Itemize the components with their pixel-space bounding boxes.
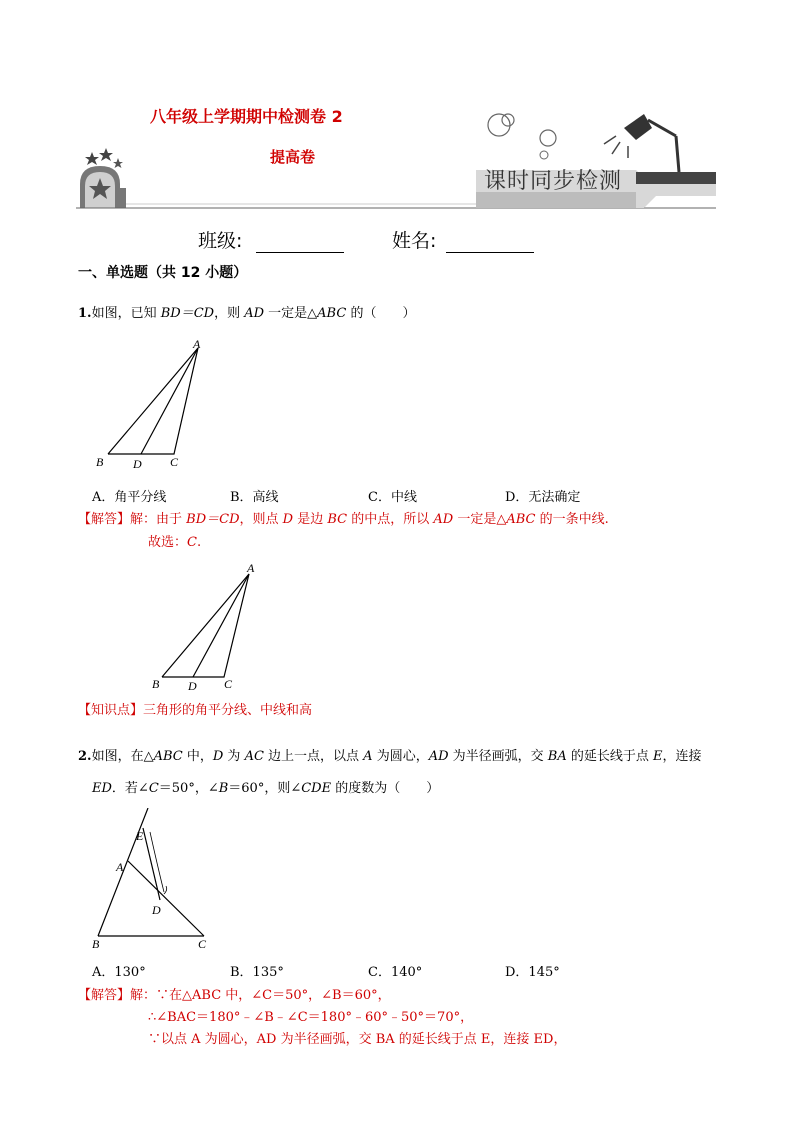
question-1-stem: 1.如图，已知 BD＝CD，则 AD 一定是△ABC 的（ ） <box>78 306 416 321</box>
q2-option-b: B．135° <box>230 965 284 980</box>
section-heading: 一、单选题（共 12 小题） <box>78 265 248 281</box>
q2-label-b: B <box>92 937 100 951</box>
q1-option-d: D．无法确定 <box>505 490 581 505</box>
q1-label-c: C <box>170 455 179 469</box>
q1-answer-figure <box>146 560 276 695</box>
bubble-icon <box>502 114 514 126</box>
q2-answer-line3: ∵以点 A 为圆心，AD 为半径画弧，交 BA 的延长线于点 E，连接 ED， <box>148 1032 567 1047</box>
page-subtitle: 提高卷 <box>270 148 316 166</box>
question-2-stem-line2: ED．若∠C＝50°，∠B＝60°，则∠CDE 的度数为（ ） <box>92 781 440 796</box>
q1a-label-a: A <box>247 561 255 575</box>
q1-option-b: B．高线 <box>230 490 279 505</box>
q1-label-d: D <box>133 457 142 471</box>
class-blank <box>256 236 344 253</box>
q2-figure <box>88 808 218 953</box>
q1-option-c: C．中线 <box>368 490 417 505</box>
q2-answer-line2: ∴∠BAC＝180°﹣∠B﹣∠C＝180°﹣60°﹣50°＝70°， <box>148 1010 474 1025</box>
q1-option-a: A．角平分线 <box>92 490 167 505</box>
name-blank <box>446 236 534 253</box>
q1a-label-c: C <box>224 677 233 691</box>
q1-label-a: A <box>193 337 201 351</box>
class-label: 班级: <box>198 230 243 252</box>
q2-label-e: E <box>136 829 144 843</box>
q1-choose: 故选：C. <box>148 535 202 550</box>
page-title: 八年级上学期期中检测卷 2 <box>150 107 343 126</box>
star-icon <box>85 152 99 165</box>
name-label: 姓名: <box>392 230 437 252</box>
q2-option-d: D．145° <box>505 965 560 980</box>
question-number: 2. <box>78 749 92 764</box>
question-number: 1. <box>78 306 92 321</box>
q1-knowledge: 【知识点】三角形的角平分线、中线和高 <box>78 703 313 718</box>
bubble-icon <box>540 130 556 146</box>
star-icon <box>113 158 123 168</box>
class-field <box>198 226 344 253</box>
q2-option-a: A．130° <box>92 965 146 980</box>
question-2-stem-line1: 2.如图，在△ABC 中，D 为 AC 边上一点，以点 A 为圆心，AD 为半径画弧，交 BA 的延长线于点 E，连接 <box>78 749 702 764</box>
star-icon <box>99 148 113 161</box>
q2-label-c: C <box>198 937 207 951</box>
q2-label-d: D <box>152 903 161 917</box>
name-field <box>392 226 534 253</box>
bubble-icon <box>540 151 548 159</box>
q1-label-b: B <box>96 455 104 469</box>
q1a-label-b: B <box>152 677 160 691</box>
q2-answer-line1: 【解答】解：∵在△ABC 中，∠C＝50°，∠B＝60°， <box>78 988 391 1003</box>
bubble-icon <box>488 114 510 136</box>
q1-answer: 【解答】解：由于 BD＝CD，则点 D 是边 BC 的中点，所以 AD 一定是△ABC 的一条中线. <box>78 512 609 527</box>
q1a-label-d: D <box>188 679 197 693</box>
q2-label-a: A <box>116 860 124 874</box>
q1-figure <box>90 336 210 476</box>
banner-text: 课时同步检测 <box>484 169 623 194</box>
q2-option-c: C．140° <box>368 965 423 980</box>
